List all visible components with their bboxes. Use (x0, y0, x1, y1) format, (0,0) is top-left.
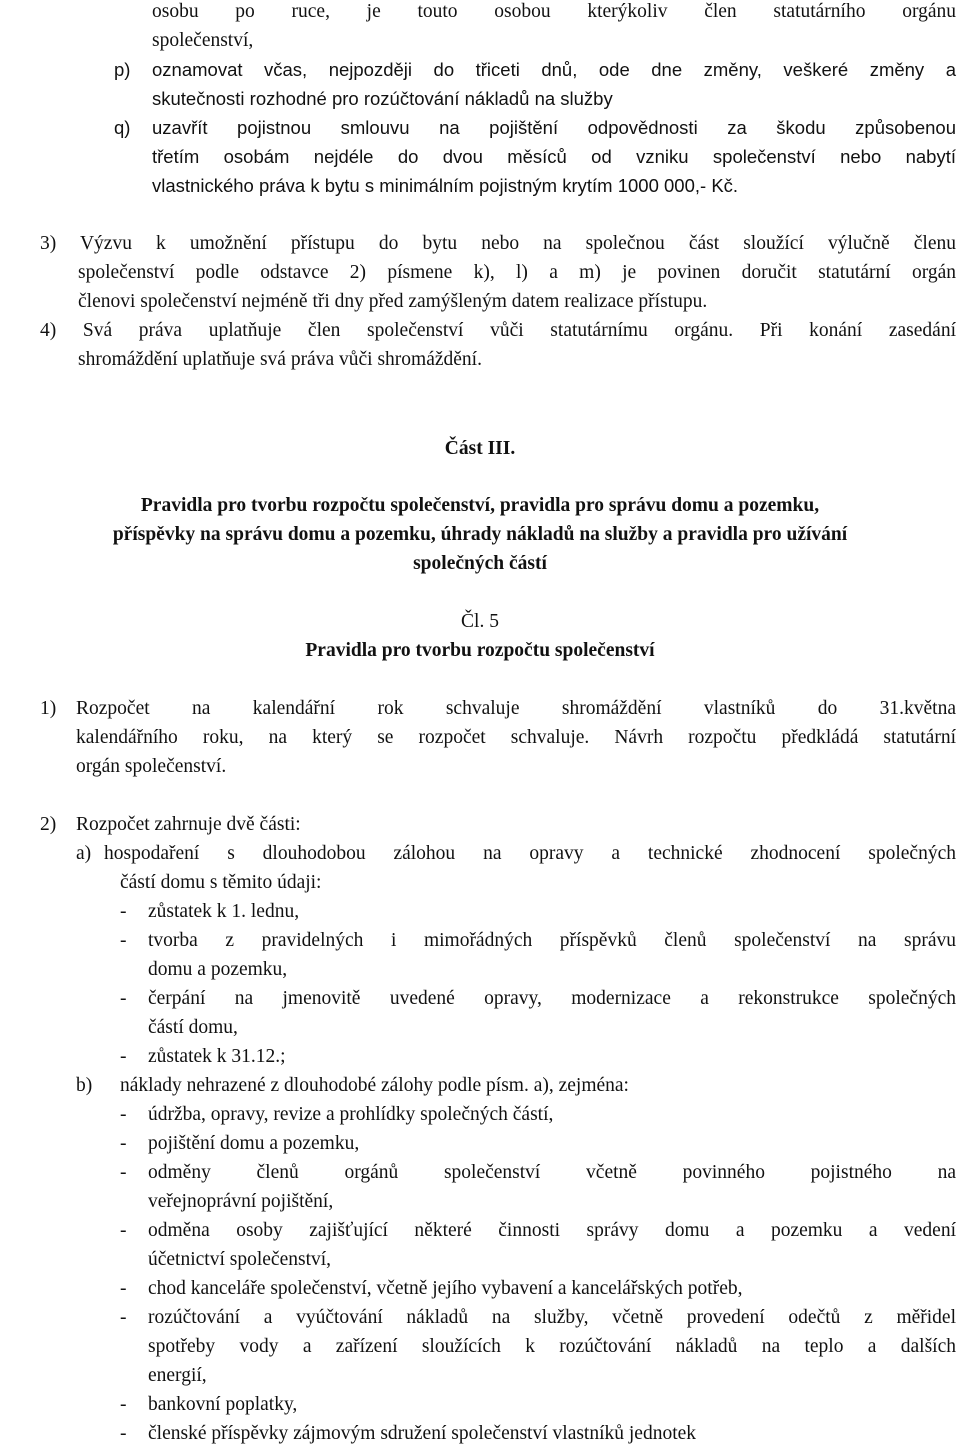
bullet-dash: - (120, 1104, 127, 1125)
bullet-dash: - (120, 1220, 127, 1241)
list-item-text: uzavřít pojistnou smlouvu na pojištění odpovědnosti za škodu způsobenou (152, 117, 956, 138)
bullet-text: částí domu, (148, 1017, 238, 1038)
bullet-text: rozúčtování a vyúčtování nákladů na služby, včetně provedení odečtů z měřidel (148, 1307, 956, 1328)
bullet-dash: - (120, 1307, 127, 1328)
bullet-dash: - (120, 1133, 127, 1154)
list-item-text: třetím osobám nejdéle do dvou měsíců od vzniku společenství nebo nabytí (152, 146, 956, 167)
part-subtitle-line: společných částí (413, 553, 547, 574)
bullet-dash: - (120, 1162, 127, 1183)
part-subtitle-line: Pravidla pro tvorbu rozpočtu společenství, pravidla pro správu domu a pozemku, (140, 495, 820, 516)
article-number: Čl. 5 (461, 611, 499, 632)
sub-item-text: hospodaření s dlouhodobou zálohou na opravy a technické zhodnocení společných (104, 843, 956, 864)
bullet-dash: - (120, 1278, 127, 1299)
list-item-text: vlastnického práva k bytu s minimálním pojistným krytím 1000 000,- Kč. (152, 175, 739, 196)
bullet-dash: - (120, 901, 127, 922)
bullet-text: energií, (148, 1365, 207, 1386)
bullet-text: pojištění domu a pozemku, (148, 1133, 360, 1154)
paragraph-line: členovi společenství nejméně tři dny před zamýšleným datem realizace přístupu. (78, 291, 708, 312)
bullet-text: chod kanceláře společenství, včetně jejího vybavení a kancelářských potřeb, (148, 1278, 743, 1299)
list-item-text: skutečnosti rozhodné pro rozúčtování nákladů na služby (152, 88, 613, 109)
bullet-text: spotřeby vody a zařízení sloužících k rozúčtování nákladů na teplo a dalších (148, 1336, 956, 1357)
article-title: Pravidla pro tvorbu rozpočtu společenství (305, 640, 655, 661)
bullet-text: odměny členů orgánů společenství včetně povinného pojistného na (148, 1162, 956, 1183)
body-text-line: společenství, (152, 30, 254, 51)
paragraph-line: 3) Výzvu k umožnění přístupu do bytu nebo na společnou část sloužící výlučně členu (40, 233, 956, 254)
paragraph-line: 4) Svá práva uplatňuje člen společenství vůči statutárnímu orgánu. Při konání zasedání (40, 320, 956, 341)
paragraph-line: shromáždění uplatňuje svá práva vůči shromáždění. (78, 349, 482, 370)
bullet-text: veřejnoprávní pojištění, (148, 1191, 334, 1212)
body-text-line: osobu po ruce, je touto osobou kterýkoliv člen statutárního orgánu (152, 1, 956, 22)
bullet-dash: - (120, 988, 127, 1009)
bullet-dash: - (120, 1423, 127, 1444)
list-marker: q) (114, 117, 131, 138)
paragraph-line: společenství podle odstavce 2) písmene k), l) a m) je povinen doručit statutární orgán (78, 262, 956, 283)
paragraph-line: kalendářního roku, na který se rozpočet schvaluje. Návrh rozpočtu předkládá statutární (76, 727, 956, 748)
bullet-text: bankovní poplatky, (148, 1394, 298, 1415)
sub-item-text: náklady nehrazené z dlouhodobé zálohy podle písm. a), zejména: (120, 1075, 629, 1096)
part-title: Část III. (444, 438, 516, 459)
sub-item-marker: a) (76, 843, 92, 864)
bullet-text: tvorba z pravidelných i mimořádných příspěvků členů společenství na správu (148, 930, 956, 951)
bullet-text: domu a pozemku, (148, 959, 288, 980)
paragraph-line: Rozpočet na kalendářní rok schvaluje shromáždění vlastníků do 31.května (76, 698, 956, 719)
paragraph-marker: 1) (40, 698, 57, 719)
bullet-text: čerpání na jmenovitě uvedené opravy, modernizace a rekonstrukce společných (148, 988, 956, 1009)
sub-item-marker: b) (76, 1075, 93, 1096)
bullet-text: zůstatek k 1. lednu, (148, 901, 300, 922)
bullet-text: zůstatek k 31.12.; (148, 1046, 286, 1067)
bullet-text: členské příspěvky zájmovým sdružení společenství vlastníků jednotek (148, 1423, 697, 1444)
list-item-text: oznamovat včas, nejpozději do třiceti dnů, ode dne změny, veškeré změny a (152, 59, 956, 80)
list-marker: p) (114, 59, 131, 80)
sub-item-text: částí domu s těmito údaji: (120, 872, 322, 893)
bullet-text: účetnictví společenství, (148, 1249, 332, 1270)
bullet-dash: - (120, 1394, 127, 1415)
paragraph-line: orgán společenství. (76, 756, 227, 777)
paragraph-marker: 2) (40, 814, 57, 835)
bullet-text: údržba, opravy, revize a prohlídky společných částí, (148, 1104, 554, 1125)
paragraph-line: Rozpočet zahrnuje dvě části: (76, 814, 301, 835)
bullet-dash: - (120, 1046, 127, 1067)
bullet-text: odměna osoby zajišťující některé činnosti správy domu a pozemku a vedení (148, 1220, 956, 1241)
part-subtitle-line: příspěvky na správu domu a pozemku, úhrady nákladů na služby a pravidla pro užívání (112, 524, 848, 545)
bullet-dash: - (120, 930, 127, 951)
